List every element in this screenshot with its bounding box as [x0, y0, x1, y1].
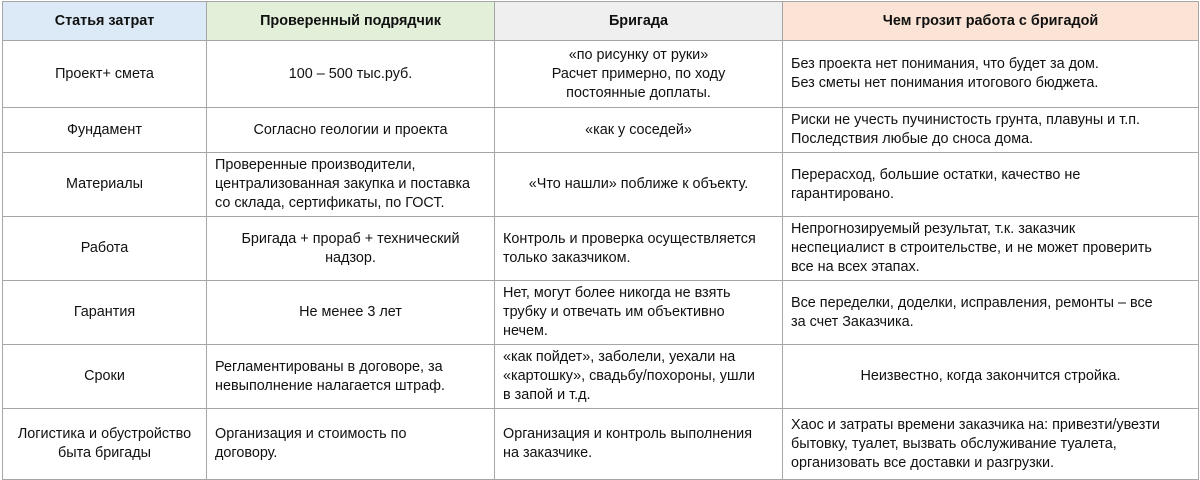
- cell-brigade: [495, 108, 783, 153]
- header-risk: Чем грозит работа с бригадой: [783, 2, 1199, 41]
- cell-text-line: Расчет примерно, по ходу: [551, 65, 726, 82]
- cell-text-line: Работа: [80, 240, 129, 256]
- cell-text-line: Перерасход, большие остатки, качество не: [791, 166, 1081, 183]
- cell-text-line: организовать все доставки и разгрузки.: [791, 454, 1055, 471]
- cell-brigade: [495, 153, 783, 217]
- cell-text-line: Организация и контроль выполнения: [503, 426, 753, 442]
- cell-cost-item: [3, 281, 207, 345]
- cell-contractor: [207, 409, 495, 480]
- cell-text-line: Без проекта нет понимания, что будет за дом.: [791, 56, 1099, 72]
- header-brigade: Бригада: [495, 2, 783, 41]
- cell-text-line: Гарантия: [73, 304, 136, 320]
- table-row: [3, 153, 1199, 217]
- cell-text-line: за счет Заказчика.: [791, 313, 914, 330]
- cell-text-line: Проверенные производители,: [215, 157, 416, 173]
- cell-text-line: трубку и отвечать им объективно: [503, 304, 725, 320]
- cell-text-line: Не менее 3 лет: [299, 304, 402, 320]
- cell-risk: [783, 41, 1199, 108]
- cell-text-line: неспециалист в строительстве, и не может проверить: [791, 240, 1152, 256]
- cell-cost-item: [3, 41, 207, 108]
- cell-text-line: Логистика и обустройство: [17, 426, 192, 442]
- cost-comparison-table: [2, 1, 1199, 480]
- cell-risk: [783, 217, 1199, 281]
- cell-text-line: быта бригады: [58, 445, 151, 461]
- cell-risk: [783, 345, 1199, 409]
- cell-text-line: централизованная закупка и поставка: [215, 176, 471, 192]
- cell-text-line: Последствия любые до сноса дома.: [791, 131, 1034, 147]
- cell-text-line: бытовку, туалет, вызвать обслуживание туалета,: [791, 435, 1117, 452]
- cell-text-line: на заказчике.: [503, 445, 593, 461]
- cell-cost-item: [3, 409, 207, 480]
- cell-risk: [783, 108, 1199, 153]
- cell-text-line: Непрогнозируемый результат, т.к. заказчик: [791, 221, 1076, 237]
- cell-text-line: Без сметы нет понимания итогового бюджета.: [791, 75, 1099, 91]
- cell-text-line: Регламентированы в договоре, за: [215, 358, 443, 375]
- cell-risk: [783, 153, 1199, 217]
- cell-cost-item: [3, 345, 207, 409]
- cell-brigade: [495, 281, 783, 345]
- cell-text-line: Фундамент: [67, 121, 142, 138]
- cell-text-line: Бригада + прораб + технический: [241, 230, 460, 247]
- header-verified-contractor: Проверенный подрядчик: [207, 2, 495, 41]
- cell-brigade: [495, 41, 783, 108]
- cell-text-line: Все переделки, доделки, исправления, ремонты – все: [791, 294, 1153, 311]
- cell-brigade: [495, 345, 783, 409]
- cell-text-line: все на всех этапах.: [791, 259, 920, 275]
- cell-text-line: Нет, могут более никогда не взять: [503, 285, 731, 301]
- cell-text-line: договору.: [215, 445, 278, 461]
- cell-cost-item: [3, 108, 207, 153]
- cell-contractor: [207, 153, 495, 217]
- cell-text-line: «картошку», свадьбу/похороны, ушли: [503, 368, 755, 384]
- cell-text-line: в запой и т.д.: [503, 387, 591, 403]
- cell-risk: [783, 281, 1199, 345]
- cell-contractor: [207, 217, 495, 281]
- cell-text-line: Согласно геологии и проекта: [253, 121, 448, 138]
- cell-brigade: [495, 217, 783, 281]
- cell-text-line: Неизвестно, когда закончится стройка.: [860, 368, 1121, 384]
- cell-text-line: Материалы: [65, 176, 144, 192]
- cell-text-line: со склада, сертификаты, по ГОСТ.: [215, 195, 445, 211]
- cell-contractor: [207, 281, 495, 345]
- cell-text-line: Контроль и проверка осуществляется: [503, 230, 756, 247]
- cell-text-line: надзор.: [325, 249, 376, 266]
- cell-brigade: [495, 409, 783, 480]
- table-row: [3, 345, 1199, 409]
- cell-text-line: невыполнение налагается штраф.: [215, 377, 445, 394]
- cell-text-line: Проект+ смета: [55, 65, 154, 82]
- cell-text-line: «как пойдет», заболели, уехали на: [503, 349, 736, 365]
- cell-text-line: Риски не учесть пучинистость грунта, плавуны и т.п.: [791, 112, 1140, 128]
- cell-text-line: Организация и стоимость по: [215, 426, 407, 442]
- cell-text-line: 100 – 500 тыс.руб.: [288, 65, 413, 82]
- cell-cost-item: [3, 153, 207, 217]
- cell-contractor: [207, 345, 495, 409]
- table-row: [3, 41, 1199, 108]
- cell-text-line: нечем.: [503, 323, 548, 339]
- header-cost-item: Статья затрат: [3, 2, 207, 41]
- cell-cost-item: [3, 217, 207, 281]
- table-row: [3, 409, 1199, 480]
- cell-text-line: постоянные доплаты.: [566, 84, 711, 101]
- cell-text-line: только заказчиком.: [503, 249, 631, 266]
- cell-text-line: «Что нашли» поближе к объекту.: [528, 176, 749, 192]
- header-row: [3, 2, 1199, 41]
- cell-contractor: [207, 108, 495, 153]
- cell-text-line: «как у соседей»: [585, 121, 692, 138]
- cell-risk: [783, 409, 1199, 480]
- cell-text-line: Хаос и затраты времени заказчика на: привезти/увезти: [791, 416, 1160, 433]
- table-row: [3, 281, 1199, 345]
- table-row: [3, 108, 1199, 153]
- cell-text-line: Сроки: [84, 368, 125, 384]
- cell-text-line: «по рисунку от руки»: [568, 46, 709, 63]
- table-row: [3, 217, 1199, 281]
- cell-contractor: [207, 41, 495, 108]
- cell-text-line: гарантировано.: [791, 185, 894, 202]
